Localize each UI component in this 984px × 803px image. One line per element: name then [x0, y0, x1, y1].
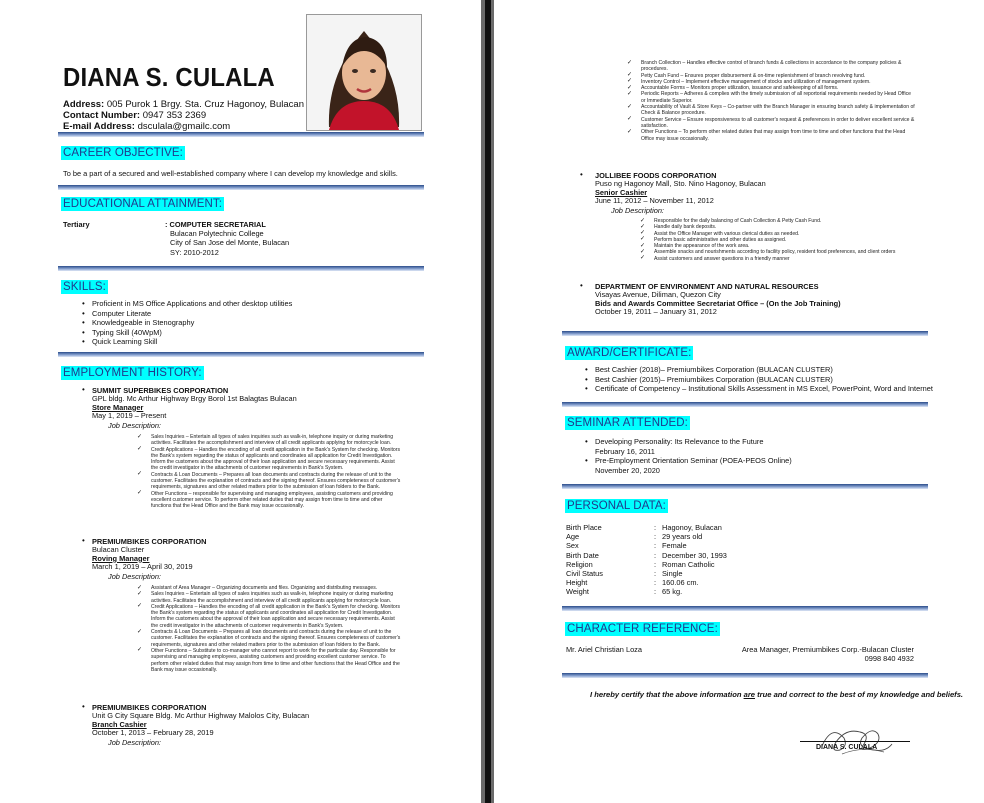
duty-item: ✓ Other Functions – To perform other related duties that may assign from time to time and other functions that the Head Office may issue occasionally. — [627, 129, 915, 142]
duty-item: ✓ Perform basic administrative and other duties as assigned. — [640, 237, 940, 243]
job-duties-list — [137, 434, 401, 510]
personal-row: Birth Date : December 30, 1993 — [566, 550, 727, 560]
skill-item: • Typing Skill (40WpM) — [82, 328, 292, 338]
resume-page-2 — [494, 0, 984, 803]
duty-item: ✓ Other Functions – Substitute to co-manager who cannot report to work for the particular day. Responsible for supervising and managing employees, assisting customers and providing excellent customer service. To perform other related duties that may assign from time to time and other functions that the Head Office and the Bank may issue occasionally. — [137, 648, 401, 673]
job-premiumbikes-roving — [92, 537, 206, 581]
personal-row: Age : 29 years old — [566, 532, 727, 541]
job-desc-label: Job Description: — [108, 737, 161, 747]
personal-value: Hagonoy, Bulacan — [662, 523, 722, 532]
award-item: • Best Cashier (2018)– Premiumbikes Corporation (BULACAN CLUSTER) — [585, 365, 933, 375]
duty-item: ✓ Assistant of Area Manager – Organizing documents and files. Organizing and distributing messages. — [137, 585, 401, 591]
job-address: Visayas Avenue, Diliman, Quezon City — [595, 290, 721, 299]
job-desc-label: Job Description: — [611, 205, 664, 215]
certification-underlined: are — [743, 690, 755, 699]
cashier-duties-list — [627, 60, 915, 142]
skill-item: • Quick Learning Skill — [82, 337, 292, 347]
job-dates: March 1, 2019 – April 30, 2019 — [92, 562, 193, 572]
job-role: Branch Cashier — [92, 719, 147, 729]
personal-row: Height : 160.06 cm. — [566, 578, 727, 587]
personal-value: 29 years old — [662, 532, 703, 542]
job-address: GPL bldg. Mc Arthur Highway Brgy Borol 1st Balagtas Bulacan — [92, 394, 297, 403]
profile-photo — [306, 14, 422, 131]
job-premiumbikes-cashier — [92, 703, 309, 747]
reference-heading: CHARACTER REFERENCE: — [567, 623, 718, 635]
section-divider — [562, 484, 928, 489]
seminar-item — [585, 456, 792, 475]
section-divider — [58, 266, 424, 271]
certification-text: I hereby certify that the above information — [590, 690, 744, 699]
address-value: 005 Purok 1 Brgy. Sta. Cruz Hagonoy, Bulacan — [106, 99, 304, 110]
personal-value: 65 kg. — [662, 587, 683, 597]
seminars-list — [585, 437, 792, 475]
job-company: PREMIUMBIKES CORPORATION — [92, 703, 207, 712]
personal-data-table — [566, 523, 727, 597]
personal-row: Civil Status : Single — [566, 569, 727, 578]
duty-item: ✓ Inventory Control – Implement effective management of stocks and utilization of management system. — [627, 79, 915, 85]
section-divider — [58, 352, 424, 357]
job-bullet-icon: • — [82, 702, 85, 711]
address-line — [63, 99, 304, 110]
personal-row: Sex : Female — [566, 541, 727, 550]
job-duties-list — [137, 585, 401, 673]
reference-position: Area Manager, Premiumbikes Corp.-Bulacan Cluster — [741, 645, 914, 654]
career-objective-heading: CAREER OBJECTIVE: — [63, 147, 183, 159]
certification-statement — [590, 690, 963, 699]
section-divider — [562, 606, 928, 611]
job-bullet-icon: • — [580, 170, 583, 179]
section-divider — [562, 331, 928, 336]
personal-heading: PERSONAL DATA: — [567, 500, 666, 512]
skills-list — [82, 299, 292, 347]
duty-item: ✓ Credit Applications – Handles the encoding of all credit application in the Bank's System for checking. Monitors the Bank's system regarding the status of applicants and coordinates all application for Credit Investigation. Inform the customers about the approval of their loan application and secure necessary requirements. Assist the credit investigator in the attachments of customer requirements in Bank's System. — [137, 604, 401, 629]
contact-value: 0947 353 2369 — [142, 110, 207, 121]
personal-row: Birth Place : Hagonoy, Bulacan — [566, 523, 727, 532]
education-heading: EDUCATIONAL ATTAINMENT: — [63, 198, 223, 210]
awards-list — [585, 365, 933, 394]
skill-item: • Knowledgeable in Stenography — [82, 318, 292, 328]
job-bullet-icon: • — [82, 385, 85, 394]
personal-label: Birth Date — [566, 550, 599, 560]
duty-item: ✓ Petty Cash Fund – Ensures proper disbursement & on-time replenishment of branch revolving fund. — [627, 73, 915, 79]
job-summit — [92, 386, 297, 430]
email-line — [63, 121, 304, 132]
section-divider — [58, 185, 424, 190]
personal-value: 160.06 cm. — [662, 578, 699, 588]
personal-value: Single — [662, 569, 683, 579]
duty-item: ✓ Sales Inquiries – Entertain all types of sales inquiries such as walk-in, telephone inquiry or during marketing activities. Facilitates the accomplishment and interview of all credit applicants applying for motorcycle loan. — [137, 591, 401, 604]
job-company: JOLLIBEE FOODS CORPORATION — [595, 171, 717, 180]
personal-value: December 30, 1993 — [662, 550, 727, 560]
job-dates: October 19, 2011 – January 31, 2012 — [595, 307, 717, 317]
personal-value: Female — [662, 541, 687, 551]
page-gutter — [481, 0, 494, 803]
personal-label: Sex — [566, 541, 579, 551]
education-level: Tertiary — [63, 220, 90, 229]
contact-block — [63, 99, 304, 132]
employment-heading: EMPLOYMENT HISTORY: — [63, 367, 202, 379]
reference-phone: 0998 840 4932 — [864, 654, 914, 664]
job-address: Bulacan Cluster — [92, 545, 145, 554]
seminar-item — [585, 437, 792, 456]
certification-text-end: true and correct to the best of my knowledge and beliefs. — [755, 690, 964, 699]
address-label: Address: — [63, 99, 105, 110]
duty-item: ✓ Customer Service – Ensure responsiveness to all customer's request & preferences in order to deliver excellent service & satisfaction. — [627, 117, 915, 130]
job-dates: June 11, 2012 – November 11, 2012 — [595, 196, 714, 206]
duty-item: ✓ Credit Applications – Handles the encoding of all credit application in the Bank's System for checking. Monitors the Bank's system regarding the status of applicants and coordinates all application for Credit Investigation. Inform the customers about the approval of their loan application and secure necessary requirements. Assist the credit investigator in the attachments of customer requirements in Bank's System. — [137, 447, 401, 472]
section-divider — [562, 402, 928, 407]
reference-details — [742, 645, 914, 663]
job-dates: May 1, 2019 – Present — [92, 411, 167, 421]
education-course: : COMPUTER SECRETARIAL — [165, 220, 266, 229]
job-desc-label: Job Description: — [108, 571, 161, 581]
job-dates: October 1, 2013 – February 28, 2019 — [92, 728, 214, 738]
personal-row: Weight : 65 kg. — [566, 587, 727, 596]
duty-item: ✓ Accountable Forms – Monitors proper utilization, issuance and safekeeping of all forms. — [627, 85, 915, 91]
education-location: City of San Jose del Monte, Bulacan — [170, 238, 290, 248]
seminar-title: Developing Personality: Its Relevance to the Future — [595, 437, 764, 446]
job-role: Roving Manager — [92, 553, 150, 563]
signature-name: DIANA S. CULALA — [816, 744, 878, 751]
personal-label: Weight — [566, 587, 589, 597]
career-objective-text: To be a part of a secured and well-established company where I can develop my knowledge and skills. — [63, 169, 398, 178]
job-desc-label: Job Description: — [108, 420, 161, 430]
seminar-title: Pre-Employment Orientation Seminar (POEA-PEOS Online) — [595, 456, 792, 466]
personal-label: Birth Place — [566, 523, 602, 532]
reference-name: Mr. Ariel Christian Loza — [566, 645, 642, 654]
section-divider — [562, 673, 928, 678]
job-company: DEPARTMENT OF ENVIRONMENT AND NATURAL RESOURCES — [595, 282, 819, 291]
personal-label: Age — [566, 532, 580, 542]
skills-heading: SKILLS: — [63, 281, 106, 293]
job-address: Puso ng Hagonoy Mall, Sto. Nino Hagonoy, Bulacan — [595, 179, 766, 188]
award-item: • Certificate of Competency – Institutional Skills Assessment in MS Excel, PowerPoint, Word and Internet — [585, 384, 933, 394]
seminar-date: February 16, 2011 — [595, 446, 655, 456]
education-school: Bulacan Polytechnic College — [170, 229, 264, 239]
duty-item: ✓ Assemble snacks and nourishments according to facility policy, resident food preferences, and client orders — [640, 249, 940, 255]
contact-line — [63, 110, 304, 121]
signature-line — [800, 741, 910, 742]
duty-item: ✓ Accountability of Vault & Store Keys – Co-partner with the Branch Manager in ensuring branch safety & implementation of Check & Balance procedure. — [627, 104, 915, 117]
job-role: Senior Cashier — [595, 187, 648, 197]
resume-page-1 — [0, 0, 481, 803]
section-divider — [58, 132, 424, 137]
duty-item: ✓ Assist customers and answer questions in a friendly manner — [640, 256, 940, 262]
job-denr — [595, 282, 841, 317]
email-label: E-mail Address: — [63, 121, 135, 132]
job-company: PREMIUMBIKES CORPORATION — [92, 537, 207, 546]
duty-item: ✓ Sales Inquiries – Entertain all types of sales inquiries such as walk-in, telephone inquiry or during marketing activities. Facilitates the accomplishment and interview of all credit applicants applying for motorcycle loan. — [137, 434, 401, 447]
personal-label: Religion — [566, 559, 593, 569]
duty-item: ✓ Assist the Office Manager with various clerical duties as needed. — [640, 231, 940, 237]
duty-item: ✓ Periodic Reports – Adheres & complies with the timely submission of all reportorial requirements needed by Head Office or Immediate Superior. — [627, 91, 915, 104]
job-address: Unit G City Square Bldg. Mc Arthur Highway Malolos City, Bulacan — [92, 711, 310, 720]
duty-item: ✓ Handle daily bank deposits. — [640, 224, 940, 230]
applicant-name: DIANA S. CULALA — [63, 62, 275, 92]
seminar-date: November 20, 2020 — [595, 465, 660, 475]
duty-item: ✓ Contracts & Loan Documents – Prepares all loan documents and contracts during the release of unit to the customer. Facilitates the explanation of contracts and the signing thereof. Ensures completeness of customer's requirements, signatures and other related matters prior to the submission of loan folders to the Bank. — [137, 629, 401, 648]
job-bullet-icon: • — [580, 281, 583, 290]
award-item: • Best Cashier (2015)– Premiumbikes Corporation (BULACAN CLUSTER) — [585, 375, 933, 385]
education-sy: SY: 2010-2012 — [170, 247, 219, 257]
job-role: Store Manager — [92, 402, 144, 412]
seminars-heading: SEMINAR ATTENDED: — [567, 417, 688, 429]
person-photo-icon — [307, 15, 421, 130]
skill-item: • Computer Literate — [82, 309, 292, 319]
email-value[interactable]: dsculala@gmailc.com — [137, 121, 231, 132]
job-duties-list — [640, 218, 940, 262]
job-bullet-icon: • — [82, 536, 85, 545]
education-details — [165, 220, 289, 257]
job-jollibee — [595, 171, 766, 215]
duty-item: ✓ Maintain the appearance of the work area. — [640, 243, 940, 249]
job-role: Bids and Awards Committee Secretariat Office – (On the Job Training) — [595, 298, 841, 308]
duty-item: ✓ Responsible for the daily balancing of Cash Collection & Petty Cash Fund. — [640, 218, 940, 224]
duty-item: ✓ Branch Collection – Handles effective control of branch funds & collections in accordance to the company policies & procedures. — [627, 60, 915, 73]
personal-label: Height — [566, 578, 588, 588]
duty-item: ✓ Contracts & Loan Documents – Prepares all loan documents and contracts during the release of unit to the customer. Facilitates the explanation of contracts and the signing thereof. Ensures completeness of customer's requirements, signatures and other related matters prior to the submission of loan folders to the Bank. — [137, 472, 401, 491]
duty-item: ✓ Other Functions – responsible for supervising and managing employees, assisting customers and providing excellent customer service. To perform other related duties that may assign from time to time and other functions that the Head Office and the Bank may issue occasionally. — [137, 491, 401, 510]
personal-row: Religion : Roman Catholic — [566, 560, 727, 569]
skill-item: • Proficient in MS Office Applications and other desktop utilities — [82, 299, 292, 309]
contact-label: Contact Number: — [63, 110, 141, 121]
personal-value: Roman Catholic — [662, 559, 715, 569]
job-company: SUMMIT SUPERBIKES CORPORATION — [92, 386, 229, 395]
personal-label: Civil Status — [566, 569, 603, 579]
awards-heading: AWARD/CERTIFICATE: — [567, 347, 692, 359]
signature-scribble-icon — [812, 716, 898, 760]
